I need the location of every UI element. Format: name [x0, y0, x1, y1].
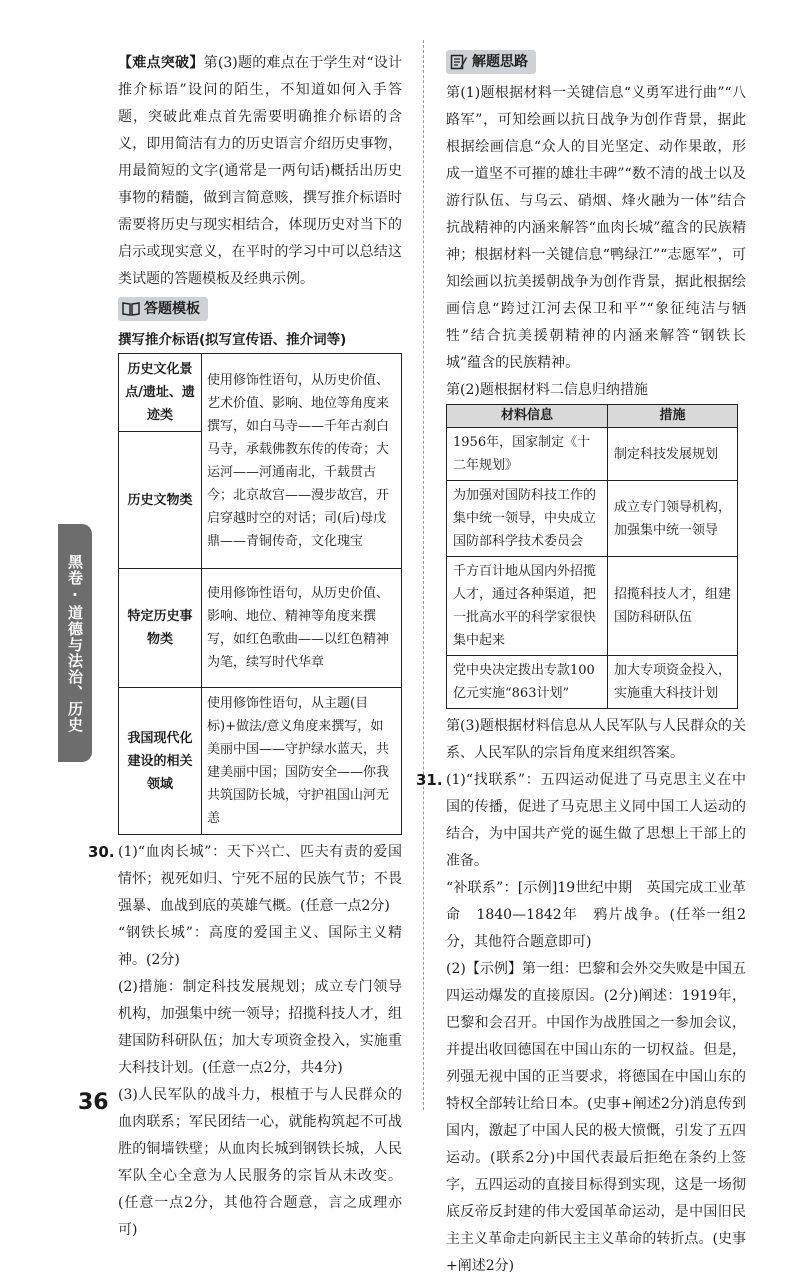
template-description: 使用修饰性语句，从历史价值、影响、地位、精神等角度来撰写，如红色歌曲——以红色精神为笔，续写时代华章	[202, 569, 402, 688]
table-intro: 第(2)题根据材料二信息归纳措施	[446, 382, 648, 398]
measure-cell: 制定科技发展规划	[608, 428, 738, 481]
difficulty-label: 【难点突破】	[118, 55, 204, 71]
thinking-paragraph: 第(1)题根据材料一关键信息“义勇军进行曲”“八路军”，可知绘画以抗日战争为创作背景，据此根据绘画信息“众人的目光坚定、动作果敢，形成一道坚不可摧的雄壮丰碑”“数不清的战士以及游行队伍、与乌云、硝烟、烽火融为一体”结合抗战精神的内涵来解答“血肉长城”蕴含的民族精神；根据材料一关键信息“鸭绿江”“志愿军”，可知绘画以抗美援朝战争为创作背景，据此根据绘画信息“跨过江河去保卫和平”“象征纯洁与牺牲”结合抗美援朝精神的内涵来解答“钢铁长城”蕴含的民族精神。	[446, 85, 746, 371]
measures-table	[446, 404, 738, 709]
template-header-label: 答题模板	[144, 301, 200, 317]
template-subhead: 撰写推介标语(拟写宣传语、推介词等)	[118, 332, 347, 348]
thinking-header	[446, 50, 536, 74]
difficulty-text: 第(3)题的难点在于学生对“设计推介标语”设问的陌生，不知道如何入手答题，突破此难点首先需要明确推介标语的含义，即用简洁有力的历史语言介绍历史事物，用最简短的文字(通常是一两句话)概括出历史事物的精髓，做到言简意赅，撰写推介标语时需要将历史与现实相结合，体现历史对当下的启示或现实意义，在平时的学习中可以总结这类试题的答题模板及经典示例。	[118, 55, 403, 287]
side-tab-label: 黑卷·道德与法治、历史	[58, 524, 92, 762]
question-31	[416, 767, 746, 1280]
answer-paragraph: “补联系”：[示例]19世纪中期 英国完成工业革命 1840—1842年 鸦片战争。(任举一组2分，其他符合题意即可)	[446, 880, 746, 950]
pencil-note-icon	[450, 54, 468, 70]
table-row	[447, 428, 738, 481]
thinking-header-label: 解题思路	[472, 54, 528, 70]
material-info-cell: 党中央决定拨出专款100亿元实施“863计划”	[447, 656, 608, 709]
answer-paragraph: (1)“血肉长城”：天下兴亡、匹夫有责的爱国情怀；视死如归、宁死不屈的民族气节；不畏强暴、血战到底的英雄气概。(任意一点2分)	[118, 844, 402, 914]
answer-paragraph: (2)措施：制定科技发展规划；成立专门领导机构，加强集中统一领导；招揽科技人才，组建国防科研队伍；加大专项资金投入，实施重大科技计划。(任意一点2分，共4分)	[118, 979, 402, 1076]
answer-template-table	[118, 353, 402, 835]
table-row	[119, 688, 402, 835]
table-row	[447, 481, 738, 557]
answer-paragraph: (1)“找联系”：五四运动促进了马克思主义在中国的传播，促进了马克思主义同中国工人运动的结合，为中国共产党的诞生做了思想上干部上的准备。	[446, 772, 746, 869]
template-category: 历史文物类	[119, 432, 202, 569]
measure-cell: 成立专门领导机构，加强集中统一领导	[608, 481, 738, 557]
table-row	[447, 557, 738, 656]
measure-cell: 招揽科技人才，组建国防科研队伍	[608, 557, 738, 656]
question-number: 31.	[416, 771, 443, 789]
measure-cell: 加大专项资金投入，实施重大科技计划	[608, 656, 738, 709]
book-icon	[122, 301, 140, 317]
column-header: 材料信息	[447, 405, 608, 428]
material-info-cell: 千方百计地从国内外招揽人才，通过各种渠道，把一批高水平的科学家很快集中起来	[447, 557, 608, 656]
after-table-text: 第(3)题根据材料信息从人民军队与人民群众的关系、人民军队的宗旨角度来组织答案。	[446, 718, 746, 761]
column-header: 措施	[608, 405, 738, 428]
material-info-cell: 1956年，国家制定《十二年规划》	[447, 428, 608, 481]
table-row	[119, 569, 402, 688]
table-row	[119, 354, 402, 432]
template-header	[118, 297, 208, 321]
table-row	[447, 656, 738, 709]
template-category: 历史文化景点/遗址、遗迹类	[119, 354, 202, 432]
question-number: 30.	[88, 843, 115, 861]
template-description: 使用修饰性语句，从历史价值、艺术价值、影响、地位等角度来撰写，如白马寺——千年古刹白马寺，承载佛教东传的传奇；大运河——河通南北，千载贯古今；北京故宫——漫步故宫，开启穿越时空的对话；司(后)母戊鼎——青铜传奇，文化瑰宝	[202, 354, 402, 569]
template-category: 特定历史事物类	[119, 569, 202, 688]
template-description: 使用修饰性语句，从主题(目标)+做法/意义角度来撰写，如美丽中国——守护绿水蓝天，共建美丽中国；国防安全——你我共筑国防长城，守护祖国山河无恙	[202, 688, 402, 835]
right-column	[416, 50, 746, 1280]
material-info-cell: 为加强对国防科技工作的集中统一领导，中央成立国防部科学技术委员会	[447, 481, 608, 557]
template-category: 我国现代化建设的相关领域	[119, 688, 202, 835]
answer-paragraph: (2)【示例】第一组：巴黎和会外交失败是中国五四运动爆发的直接原因。(2分)阐述：1919年，巴黎和会召开。中国作为战胜国之一参加会议，并提出收回德国在中国山东的一切权益。但是，列强无视中国的正当要求，将德国在中国山东的特权全部转让给日本。(史事+阐述2分)消息传到国内，激起了中国人民的极大愤慨，引发了五四运动。(联系2分)中国代表最后拒绝在条约上签字，五四运动的直接目标得到实现，这是一场彻底反帝反封建的伟大爱国革命运动，是中国旧民主主义革命走向新民主主义革命的转折点。(史事+阐述2分)	[446, 961, 746, 1274]
difficulty-note	[118, 50, 402, 293]
table-header-row	[447, 405, 738, 428]
answer-paragraph: (3)人民军队的战斗力，根植于与人民群众的血肉联系；军民团结一心，就能构筑起不可战胜的铜墙铁壁；从血肉长城到钢铁长城，人民军队全心全意为人民服务的宗旨从未改变。(任意一点2分，其他符合题意，言之成理亦可)	[118, 1087, 402, 1238]
column-divider	[423, 40, 424, 1110]
answer-paragraph: “钢铁长城”：高度的爱国主义、国际主义精神。(2分)	[118, 925, 402, 968]
page-number: 36	[78, 1090, 109, 1115]
